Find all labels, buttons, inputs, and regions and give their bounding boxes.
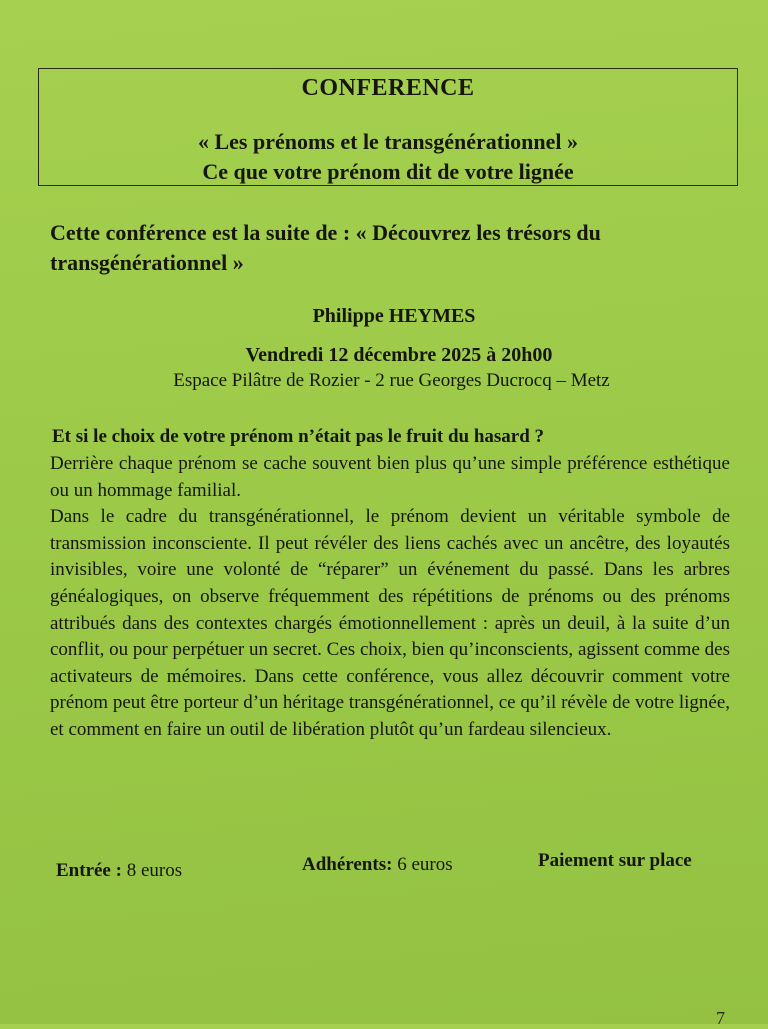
price-entree-label: Entrée : <box>56 860 122 881</box>
price-adherents-label: Adhérents: <box>302 854 393 875</box>
price-adherents-value: 6 euros <box>397 854 453 875</box>
intro-text: Cette conférence est la suite de : « Découvrez les trésors du transgénérationnel » <box>50 220 601 275</box>
body-paragraph-2: Dans le cadre du transgénérationnel, le prénom devient un véritable symbole de transmission inconsciente. Il peut révéler des liens cachés avec un ancêtre, des loyautés invisibles, voire une volonté de “réparer” un événement du passé. Dans les arbres généalogiques, on observe fréquemment des répétitions de prénoms ou des prénoms attribués dans des contextes chargés émotionnellement : après un deuil, à la suite d’un conflit, ou pour perpétuer un secret. Ces choix, bien qu’inconscients, agissent comme des activateurs de mémoires. Dans cette conférence, vous allez découvrir comment votre prénom peut être porteur d’un héritage transgénérationnel, ce qu’il révèle de votre lignée, et comment en faire un outil de libération plutôt qu’un fardeau silencieux. <box>50 506 730 740</box>
price-entree <box>56 860 182 882</box>
event-location: Espace Pilâtre de Rozier - 2 rue Georges Ducrocq – Metz <box>173 370 610 391</box>
price-entree-value: 8 euros <box>126 860 183 881</box>
lead-question: Et si le choix de votre prénom n’était pas le fruit du hasard ? <box>52 426 545 447</box>
conference-subtitle-line-2: Ce que votre prénom dit de votre lignée <box>202 159 574 184</box>
speaker-name: Philippe HEYMES <box>312 305 476 327</box>
event-date: Vendredi 12 décembre 2025 à 20h00 <box>245 344 553 366</box>
payment-info: Paiement sur place <box>538 850 692 871</box>
conference-subtitle-line-1: « Les prénoms et le transgénérationnel » <box>197 129 579 154</box>
page-number: 7 <box>716 1008 725 1028</box>
body-text <box>50 451 730 744</box>
conference-title: CONFERENCE <box>301 75 475 101</box>
price-adherents <box>302 854 453 876</box>
body-paragraph-1: Derrière chaque prénom se cache souvent bien plus qu’une simple préférence esthétique ou un hommage familial. <box>50 453 730 501</box>
title-box <box>38 68 738 186</box>
